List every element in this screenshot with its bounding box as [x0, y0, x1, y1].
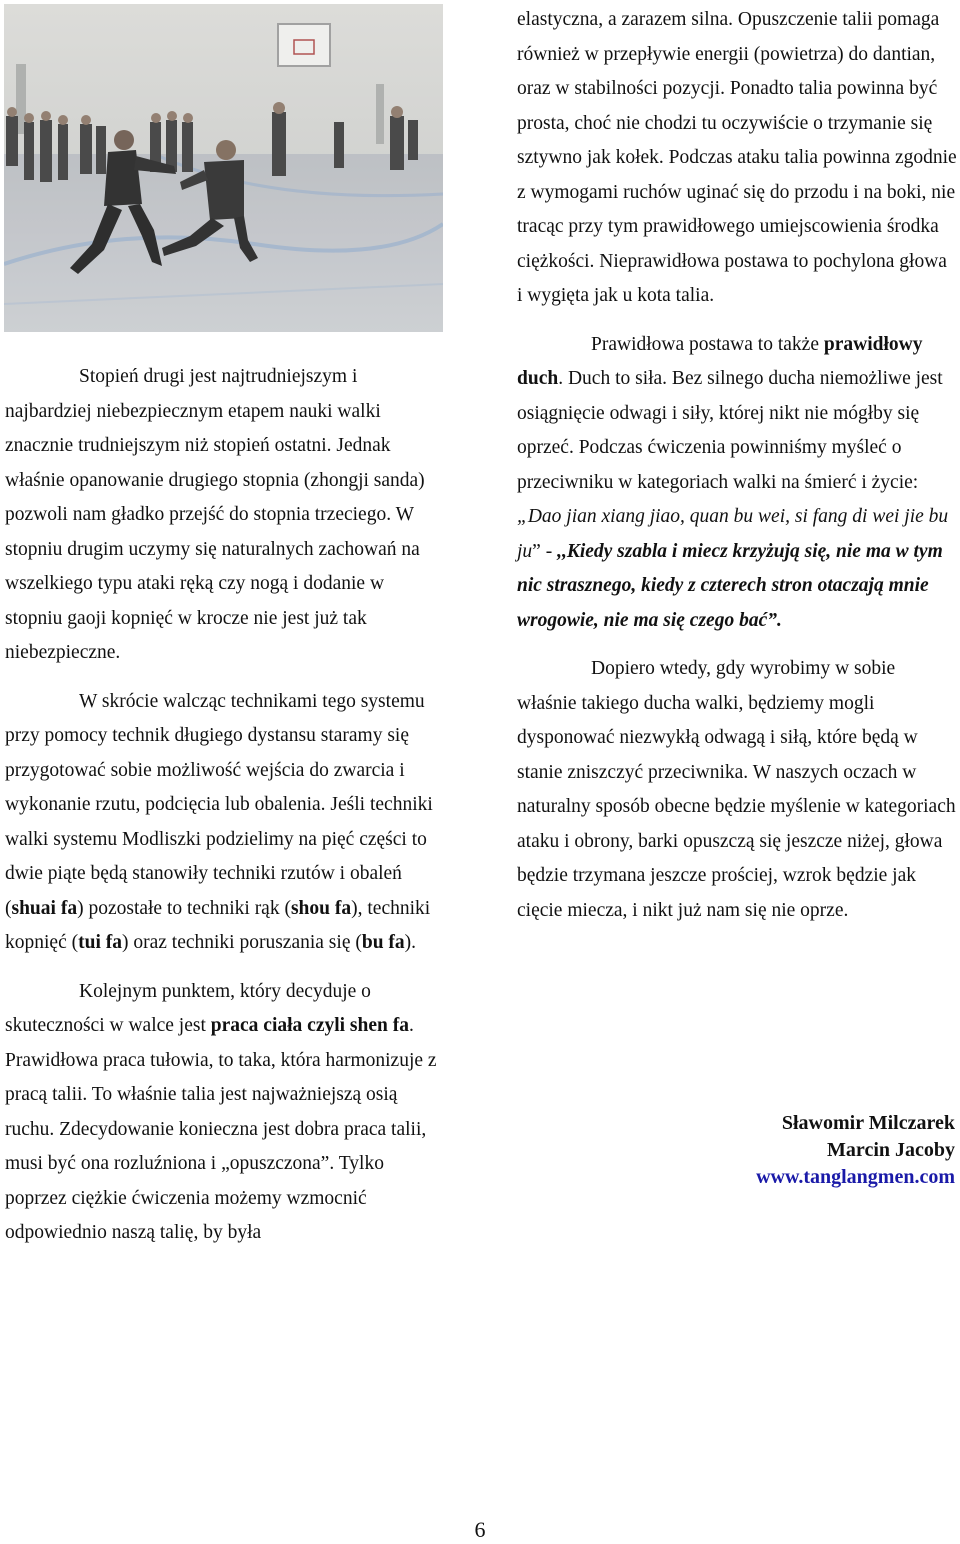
right-column [517, 3, 957, 928]
paragraph-text: Dopiero wtedy, gdy wyrobimy w sobie właśnie takiego ducha walki, będziemy mogli dysponować niezwykłą odwagą i siłą, które będą w stanie zniszczyć przeciwnika. W naszych oczach w naturalny sposób obecne będzie myślenie w kategoriach ataku i obrony, barki opuszczą się jeszcze niżej, głowa będzie trzymana jeszcze prościej, wzrok będzie jak cięcie miecza, i nikt już nam się nie oprze. [517, 658, 956, 921]
sparring-photo [4, 4, 443, 332]
term-bold: shuai fa [11, 897, 78, 919]
paragraph-text: Stopień drugi jest najtrudniejszym i najbardziej niebezpiecznym etapem nauki walki znacznie trudniejszym niż stopień ostatni. Jednak właśnie opanowanie drugiego stopnia (zhongji sanda) pozwoli nam gładko przejść do stopnia trzeciego. W stopniu drugim uczymy się naturalnych zachowań na wszelkiego typu ataki ręką czy nogą i dodanie w stopniu gaoji kopnięć w krocze nie jest już tak niebezpieczne. [5, 366, 425, 663]
term-bold: prawidłowy duch [517, 333, 923, 389]
paragraph [5, 360, 445, 671]
paragraph-text: Kolejnym punktem, który decyduje o skuteczności w walce jest [5, 980, 371, 1036]
paragraph-text: W skrócie walcząc technikami tego systemu przy pomocy technik długiego dystansu staramy się przygotować sobie możliwość wejścia do zwarcia i wykonanie rzutu, podcięcia lub obalenia. Jeśli techniki walki systemu Modliszki podzielimy na pięć części to dwie piąte będą stanowiły techniki rzutów i obaleń ( [5, 690, 433, 919]
paragraph [5, 975, 445, 1251]
chinese-quote: „Dao jian xiang jiao, quan bu wei, si fang di wei jie bu ju [517, 506, 949, 562]
term-bold: shou fa [290, 897, 352, 919]
paragraph [517, 652, 957, 928]
page-number: 6 [474, 1517, 486, 1542]
author-name: Marcin Jacoby [827, 1139, 955, 1161]
paragraph-text: ” - [532, 540, 558, 562]
term-bold: praca ciała czyli shen fa [210, 1015, 409, 1036]
paragraph-text: ) pozostałe to techniki rąk ( [77, 897, 291, 919]
paragraph-text: ), techniki kopnięć ( [5, 897, 431, 953]
paragraph-text: elastyczna, a zarazem silna. Opuszczenie talii pomaga również w przepływie energii (powietrza) do dantian, oraz w stabilności pozycji. Ponadto talia powinna być prosta, choć nie chodzi tu oczywiście o trzymanie się sztywno jak kołek. Podczas ataku talia powinna zgodnie z wymogami ruchów uginać się do przodu i na boki, nie tracąc przy tym prawidłowego umiejscowienia środka ciężkości. Nieprawidłowa postawa to pochylona głowa i wygięta jak u kota talia. [517, 9, 957, 306]
website-link[interactable]: www.tanglangmen.com [756, 1166, 955, 1188]
author-name: Sławomir Milczarek [781, 1112, 955, 1134]
paragraph-text: . Duch to siła. Bez silnego ducha niemożliwe jest osiągnięcie odwagi i siły, której nikt nie mógłby się oprzeć. Podczas ćwiczenia powinniśmy myśleć o przeciwniku w kategoriach walki na śmierć i życie: [517, 368, 943, 493]
signature-block [756, 1110, 955, 1191]
translated-quote: ,,Kiedy szabla i miecz krzyżują się, nie ma w tym nic strasznego, kiedy z czterech stron otaczają mnie wrogowie, nie ma się czego bać”. [517, 540, 943, 631]
left-column [5, 360, 445, 1251]
term-bold: tui fa [78, 932, 122, 953]
paragraph [5, 685, 445, 961]
paragraph [517, 3, 957, 314]
paragraph-text: ). [404, 932, 417, 953]
paragraph-text: ) oraz techniki poruszania się ( [121, 932, 362, 953]
paragraph-text: . Prawidłowa praca tułowia, to taka, która harmonizuje z pracą talii. To właśnie talia jest najważniejszą osią ruchu. Zdecydowanie konieczna jest dobra praca talii, musi być ona rozluźniona i „opuszczona”. Tylko poprzez ciężkie ćwiczenia możemy wzmocnić odpowiednio naszą talię, by była [5, 1015, 437, 1243]
paragraph [517, 328, 957, 639]
term-bold: bu fa [361, 932, 405, 953]
paragraph-text: Prawidłowa postawa to także [591, 333, 824, 355]
